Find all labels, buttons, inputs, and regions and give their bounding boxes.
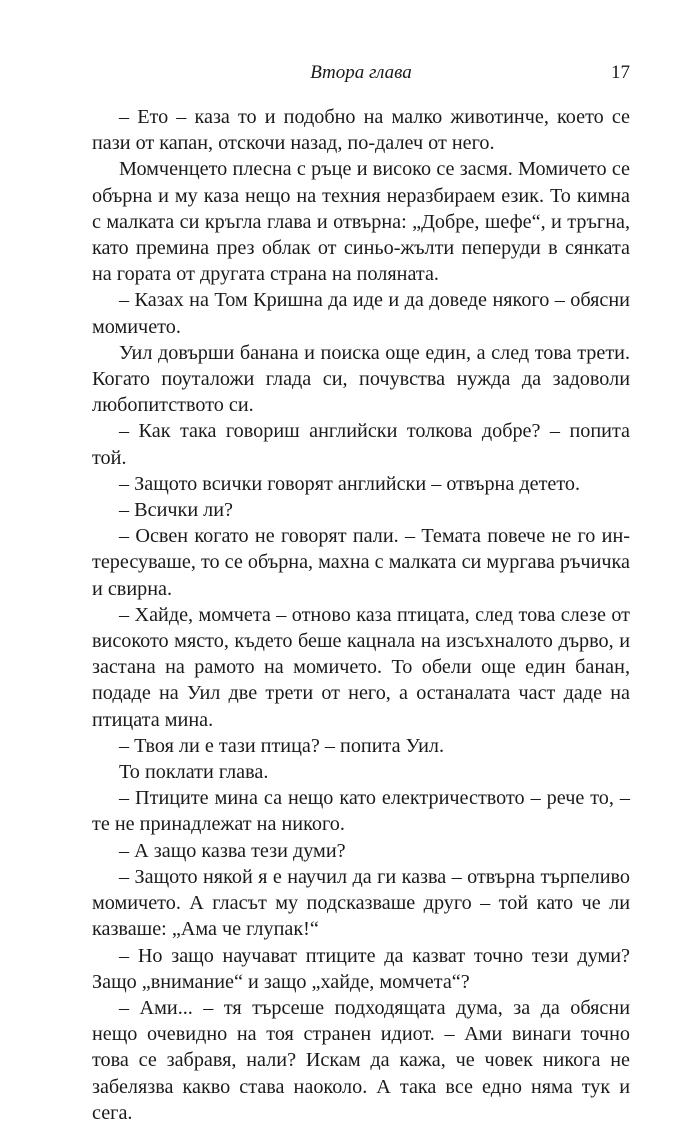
paragraph: – А защо казва тези думи? [119,839,346,862]
page-number: 17 [611,62,630,83]
paragraph: – Защото някой я е научил да ги казва – отвърна търпеливо момичето. А гласът му подсказваше друго – той като че ли казваше: „Ама че глупак!“ [92,865,630,941]
paragraph: – Но защо научават птиците да казват точно тези думи? Защо „внимание“ и защо „хайде, момчета“? [92,944,630,993]
paragraph: – Всички ли? [119,499,234,522]
paragraph: То поклати глава. [119,761,269,784]
paragraph: – Защото всички говорят английски – отвърна детето. [119,472,581,495]
body-text [92,104,630,1126]
paragraph: – Казах на Том Кришна да иде и да доведе някого – обясни момичето. [92,289,630,338]
paragraph: – Ами... – тя търсеше подходящата дума, за да обясни нещо очевидно на тоя странен идиот. – Ами винаги точно това се забравя, нали? Искам да кажа, че човек никога не забелязва какво става наоколо. А така все едно няма тук и сега. [92,996,630,1124]
running-head [92,62,630,86]
paragraph: Уил довърши банана и поиска още един, а след това трети. Когато поуталожи глада си, почувства нужда да задоволи любопитството си. [92,341,630,417]
paragraph: – Как така говориш английски толкова добре? – попита той. [92,420,630,469]
paragraph: – Освен когато не говорят пали. – Темата повече не го интересуваше, то се обърна, махна с малката си мургава ръчичка и свирна. [92,525,630,600]
paragraph: – Твоя ли е тази птица? – попита Уил. [119,734,445,757]
paragraph: Момченцето плесна с ръце и високо се засмя. Момичето се обърна и му каза нещо на техния неразбираем език. То кимна с малката си кръгла глава и отвърна: „Добре, шефе“, и тръгна, като премина през облак от синьо-жълти пеперуди в сянката на гората от другата страна на поляната. [92,158,630,286]
chapter-title: Втора глава [310,62,412,83]
paragraph: – Ето – каза то и подобно на малко животинче, което се пази от капан, отскочи назад, по-далеч от него. [92,106,630,155]
paragraph: – Птиците мина са нещо като електричеството – рече то, – те не принадлежат на никого. [92,787,630,836]
paragraph: – Хайде, момчета – отново каза птицата, след това слезе от високото място, където беше кацнала на изсъхналото дърво, и застана на рамото на момичето. То обели още един банан, подаде на Уил две трети от него, а останалата част даде на птицата мина. [92,603,630,731]
